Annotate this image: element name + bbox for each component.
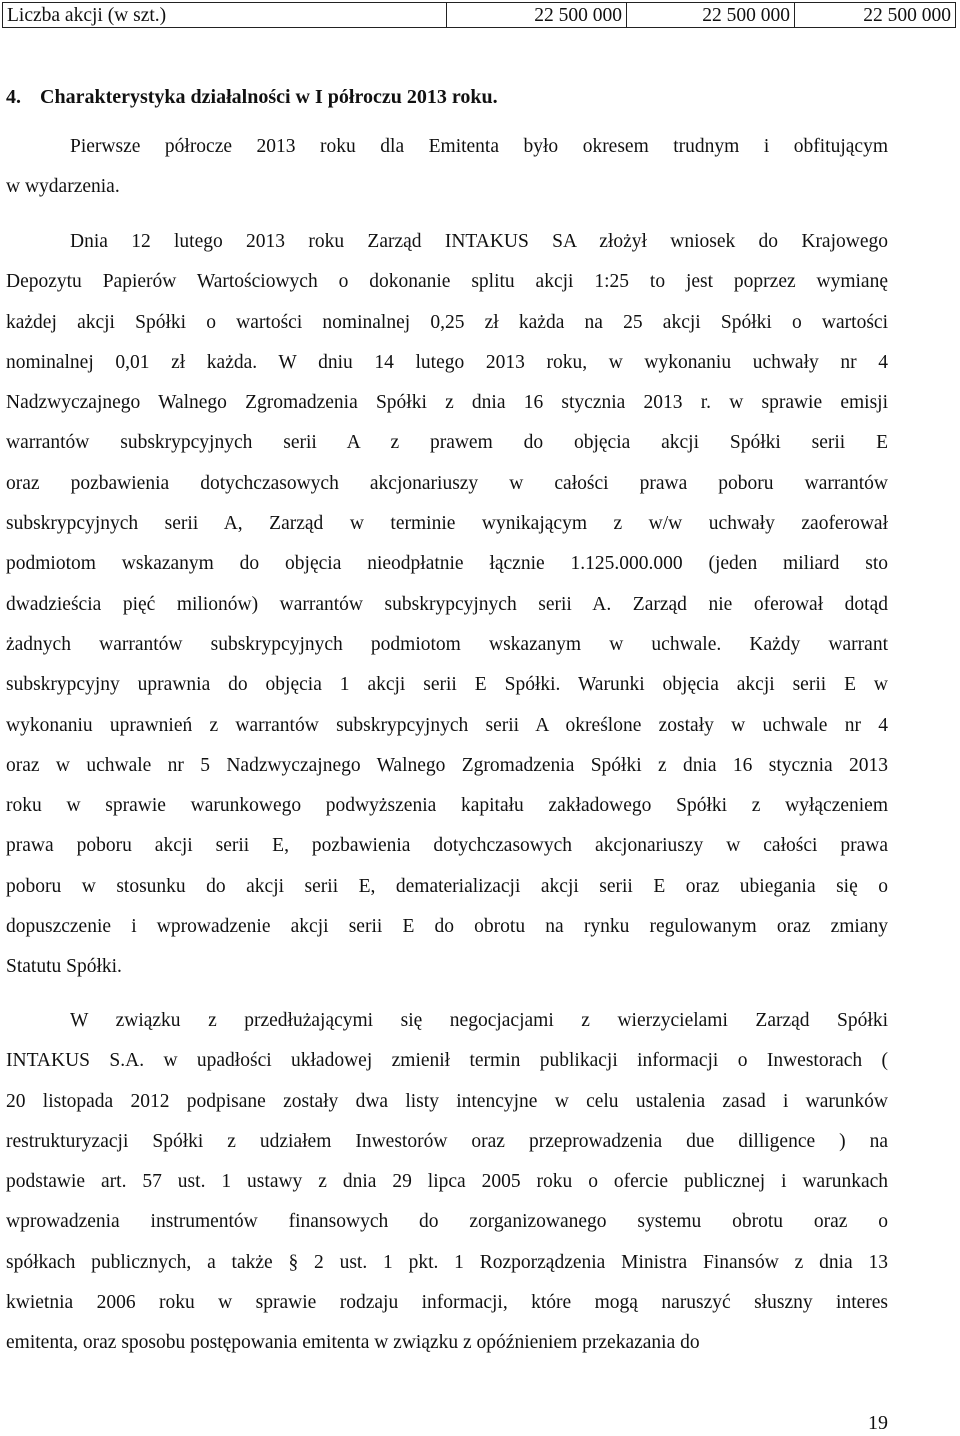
paragraph-line: żadnych warrantów subskrypcyjnych podmiotom wskazanym w uchwale. Każdy warrant [6, 633, 888, 655]
paragraph-line: emitenta, oraz sposobu postępowania emitenta w związku z opóźnieniem przekazania do [6, 1332, 700, 1354]
table-value-cell: 22 500 000 [627, 3, 795, 27]
paragraph-line: nominalnej 0,01 zł każda. W dniu 14 lutego 2013 roku, w wykonaniu uchwały nr 4 [6, 351, 888, 373]
paragraph-line: podstawie art. 57 ust. 1 ustawy z dnia 29 lipca 2005 roku o ofercie publicznej i warunkach [6, 1171, 888, 1193]
paragraph-line: Nadzwyczajnego Walnego Zgromadzenia Spółki z dnia 16 stycznia 2013 r. w sprawie emisji [6, 392, 888, 414]
section-number: 4. [6, 86, 21, 108]
paragraph-line: w wydarzenia. [6, 176, 120, 198]
paragraph [6, 1001, 888, 1364]
table-label-cell: Liczba akcji (w szt.) [3, 3, 447, 27]
paragraph-line: Depozytu Papierów Wartościowych o dokonanie splitu akcji 1:25 to jest poprzez wymianę [6, 271, 888, 293]
paragraph-line: warrantów subskrypcyjnych serii A z prawem do objęcia akcji Spółki serii E [6, 432, 888, 454]
paragraph-line: dopuszczenie i wprowadzenie akcji serii E do obrotu na rynku regulowanym oraz zmiany [6, 916, 888, 938]
shares-table-row [2, 2, 956, 28]
paragraph-line: Pierwsze półrocze 2013 roku dla Emitenta było okresem trudnym i obfitującym [70, 136, 888, 157]
section-heading [6, 86, 498, 109]
paragraph-line: spółkach publicznych, a także § 2 ust. 1 pkt. 1 Rozporządzenia Ministra Finansów z dnia 13 [6, 1251, 888, 1273]
page-number: 19 [868, 1412, 888, 1434]
paragraph-line: Statutu Spółki. [6, 956, 122, 978]
paragraph-line: INTAKUS S.A. w upadłości układowej zmienił termin publikacji informacji o Inwestorach ( [6, 1050, 888, 1072]
table-value-cell: 22 500 000 [863, 5, 951, 26]
paragraph [6, 222, 888, 988]
paragraph-line: wprowadzenia instrumentów finansowych do zorganizowanego systemu obrotu oraz o [6, 1211, 888, 1233]
paragraph-line: subskrypcyjnych serii A, Zarząd w terminie wynikającym z w/w uchwały zaoferował [6, 513, 888, 535]
paragraph-line: oraz pozbawienia dotychczasowych akcjonariuszy w całości prawa poboru warrantów [6, 472, 888, 494]
paragraph-line: poboru w stosunku do akcji serii E, dematerializacji akcji serii E oraz ubiegania się o [6, 875, 888, 897]
paragraph-line: kwietnia 2006 roku w sprawie rodzaju informacji, które mogą naruszyć słuszny interes [6, 1292, 888, 1314]
paragraph-line: W związku z przedłużającymi się negocjacjami z wierzycielami Zarząd Spółki [70, 1010, 888, 1031]
paragraph-line: roku w sprawie warunkowego podwyższenia kapitału zakładowego Spółki z wyłączeniem [6, 795, 888, 817]
paragraph-line: oraz w uchwale nr 5 Nadzwyczajnego Walnego Zgromadzenia Spółki z dnia 16 stycznia 2013 [6, 754, 888, 776]
paragraph-line: każdej akcji Spółki o wartości nominalnej 0,25 zł każda na 25 akcji Spółki o wartości [6, 311, 888, 333]
paragraph-line: podmiotom wskazanym do objęcia nieodpłatnie łącznie 1.125.000.000 (jeden miliard sto [6, 553, 888, 575]
paragraph-line: 20 listopada 2012 podpisane zostały dwa listy intencyjne w celu ustalenia zasad i warunków [6, 1090, 888, 1112]
paragraph-line: prawa poboru akcji serii E, pozbawienia dotychczasowych akcjonariuszy w całości prawa [6, 835, 888, 857]
paragraph-line: subskrypcyjny uprawnia do objęcia 1 akcji serii E Spółki. Warunki objęcia akcji serii E w [6, 674, 888, 696]
paragraph [6, 127, 888, 208]
paragraph-line: Dnia 12 lutego 2013 roku Zarząd INTAKUS SA złożył wniosek do Krajowego [70, 231, 888, 252]
section-title: Charakterystyka działalności w I półroczu 2013 roku. [40, 86, 498, 108]
table-value-cell: 22 500 000 [447, 3, 627, 27]
paragraph-line: wykonaniu uprawnień z warrantów subskrypcyjnych serii A określone zostały w uchwale nr 4 [6, 714, 888, 736]
paragraph-line: dwadzieścia pięć milionów) warrantów subskrypcyjnych serii A. Zarząd nie oferował dotąd [6, 593, 888, 615]
paragraph-line: restrukturyzacji Spółki z udziałem Inwestorów oraz przeprowadzenia due dilligence ) na [6, 1130, 888, 1152]
